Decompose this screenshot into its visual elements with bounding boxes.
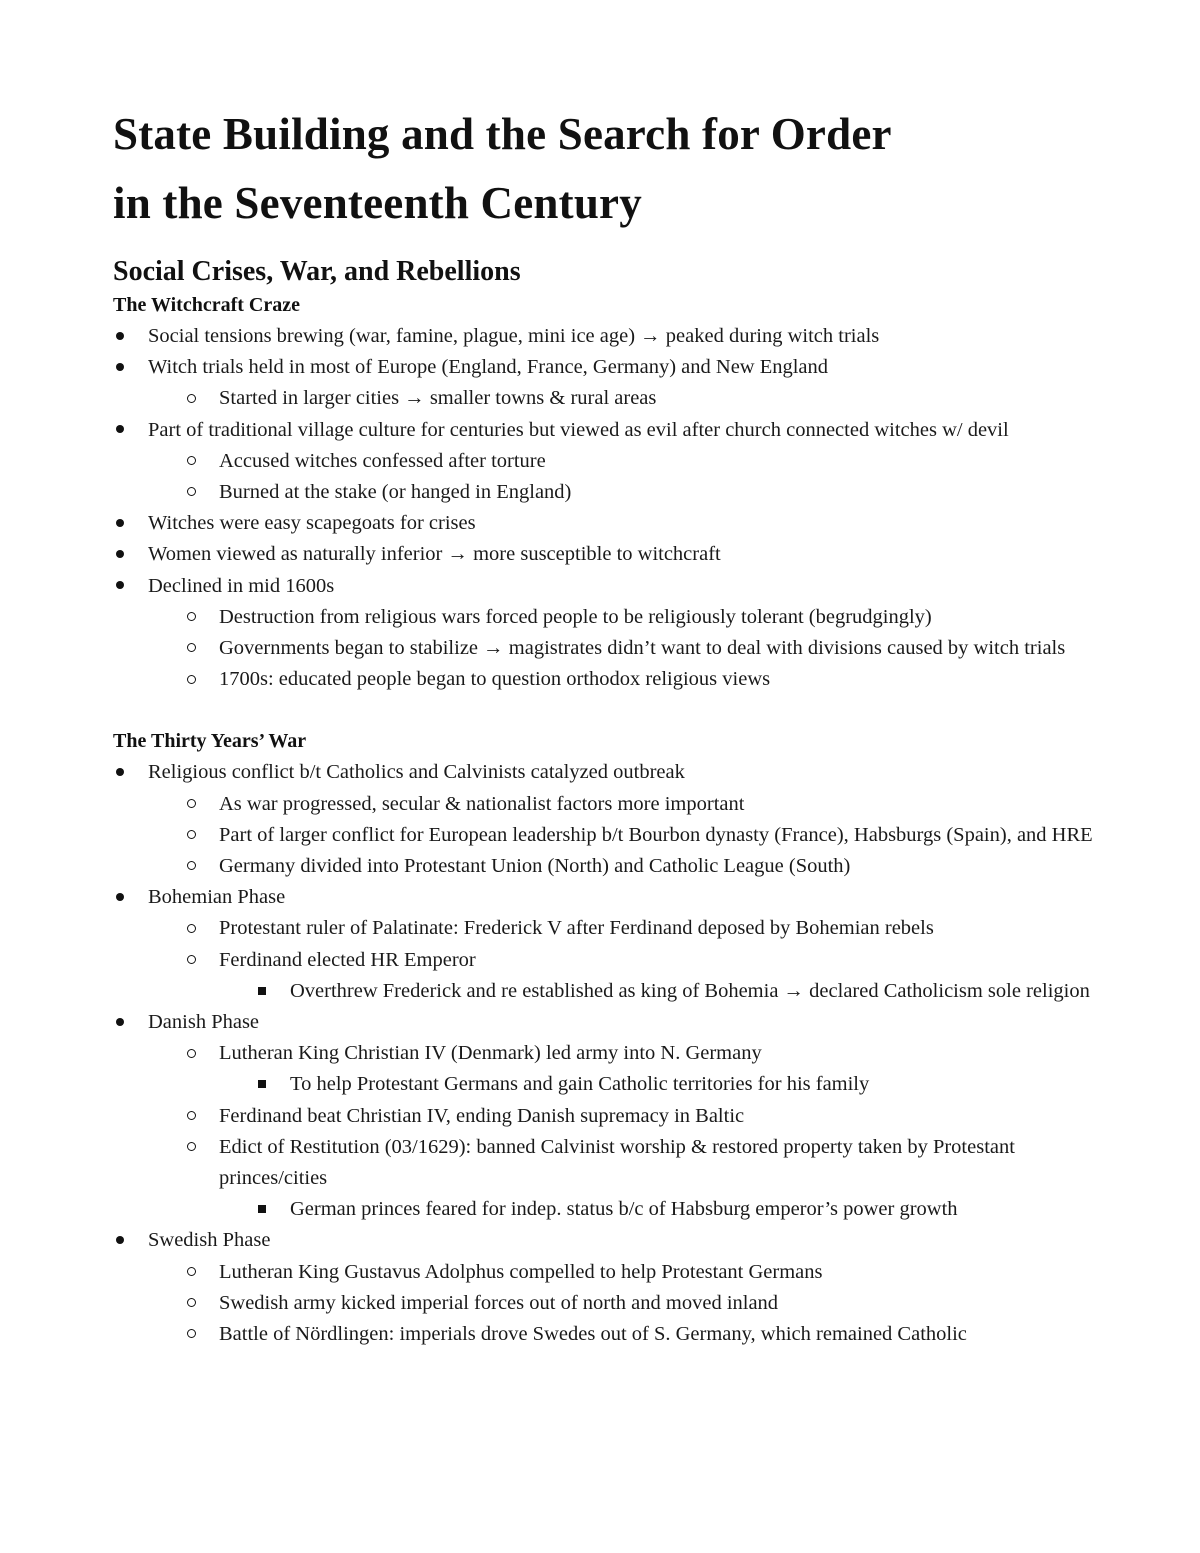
document-page: [113, 100, 1103, 1350]
list-item: Bohemian Phase: [113, 882, 1103, 913]
list-item: Burned at the stake (or hanged in England): [113, 477, 1103, 508]
witchcraft-list: [113, 321, 1103, 695]
list-item: Started in larger cities → smaller towns & rural areas: [113, 383, 1103, 414]
bullet-ring-icon: [181, 664, 201, 695]
bullet-dot-icon: [110, 571, 130, 602]
document-title: [113, 100, 1103, 238]
bullet-dot-icon: [110, 508, 130, 539]
list-item: Governments began to stabilize → magistrates didn’t want to deal with divisions caused by witch trials: [113, 633, 1103, 664]
list-item: Declined in mid 1600s: [113, 571, 1103, 602]
bullet-ring-icon: [181, 477, 201, 508]
witchcraft-heading: The Witchcraft Craze: [113, 294, 300, 316]
bullet-square-icon: [252, 1194, 272, 1225]
list-item: Destruction from religious wars forced people to be religiously tolerant (begrudgingly): [113, 602, 1103, 633]
bullet-ring-icon: [181, 446, 201, 477]
list-item: Women viewed as naturally inferior → more susceptible to witchcraft: [113, 539, 1103, 570]
bullet-ring-icon: [181, 789, 201, 820]
bullet-ring-icon: [181, 945, 201, 976]
list-item: To help Protestant Germans and gain Catholic territories for his family: [113, 1069, 1103, 1100]
list-item: German princes feared for indep. status b/c of Habsburg emperor’s power growth: [113, 1194, 1103, 1225]
list-item: Lutheran King Christian IV (Denmark) led army into N. Germany: [113, 1038, 1103, 1069]
list-item: Witch trials held in most of Europe (England, France, Germany) and New England: [113, 352, 1103, 383]
thirty-years-war-list: [113, 757, 1103, 1350]
list-item: Swedish Phase: [113, 1225, 1103, 1256]
bullet-dot-icon: [110, 1225, 130, 1256]
bullet-dot-icon: [110, 415, 130, 446]
list-item: Witches were easy scapegoats for crises: [113, 508, 1103, 539]
bullet-ring-icon: [181, 1101, 201, 1132]
list-item: Ferdinand elected HR Emperor: [113, 945, 1103, 976]
thirty-years-war-heading: The Thirty Years’ War: [113, 730, 307, 753]
list-item: As war progressed, secular & nationalist factors more important: [113, 789, 1103, 820]
list-item: Part of larger conflict for European leadership b/t Bourbon dynasty (France), Habsburgs (Spain), and HRE: [113, 820, 1103, 851]
bullet-dot-icon: [110, 352, 130, 383]
bullet-square-icon: [252, 1069, 272, 1100]
list-item: Lutheran King Gustavus Adolphus compelled to help Protestant Germans: [113, 1257, 1103, 1288]
list-item: Germany divided into Protestant Union (North) and Catholic League (South): [113, 851, 1103, 882]
list-item: Part of traditional village culture for centuries but viewed as evil after church connected witches w/ devil: [113, 415, 1103, 446]
bullet-ring-icon: [181, 1288, 201, 1319]
bullet-dot-icon: [110, 539, 130, 570]
bullet-ring-icon: [181, 633, 201, 664]
bullet-dot-icon: [110, 1007, 130, 1038]
list-item: Danish Phase: [113, 1007, 1103, 1038]
bullet-dot-icon: [110, 882, 130, 913]
list-item: Religious conflict b/t Catholics and Calvinists catalyzed outbreak: [113, 757, 1103, 788]
list-item: 1700s: educated people began to question orthodox religious views: [113, 664, 1103, 695]
list-item: Accused witches confessed after torture: [113, 446, 1103, 477]
bullet-ring-icon: [181, 1257, 201, 1288]
list-item: Social tensions brewing (war, famine, plague, mini ice age) → peaked during witch trials: [113, 321, 1103, 352]
bullet-dot-icon: [110, 757, 130, 788]
list-item: Swedish army kicked imperial forces out of north and moved inland: [113, 1288, 1103, 1319]
bullet-square-icon: [252, 976, 272, 1007]
list-item: Ferdinand beat Christian IV, ending Danish supremacy in Baltic: [113, 1101, 1103, 1132]
list-item: Protestant ruler of Palatinate: Frederick V after Ferdinand deposed by Bohemian rebels: [113, 913, 1103, 944]
list-item: Overthrew Frederick and re established as king of Bohemia → declared Catholicism sole religion: [113, 976, 1103, 1007]
list-item: Edict of Restitution (03/1629): banned Calvinist worship & restored property taken by Protestant princes/cities: [113, 1132, 1103, 1194]
bullet-ring-icon: [181, 1132, 201, 1163]
title-line-1: State Building and the Search for Order: [113, 109, 892, 159]
title-line-2: in the Seventeenth Century: [113, 178, 642, 228]
bullet-ring-icon: [181, 1038, 201, 1069]
bullet-ring-icon: [181, 820, 201, 851]
bullet-ring-icon: [181, 913, 201, 944]
list-item: Battle of Nördlingen: imperials drove Swedes out of S. Germany, which remained Catholic: [113, 1319, 1103, 1350]
bullet-dot-icon: [110, 321, 130, 352]
section-heading: Social Crises, War, and Rebellions: [113, 256, 521, 287]
bullet-ring-icon: [181, 383, 201, 414]
bullet-ring-icon: [181, 851, 201, 882]
bullet-ring-icon: [181, 602, 201, 633]
bullet-ring-icon: [181, 1319, 201, 1350]
